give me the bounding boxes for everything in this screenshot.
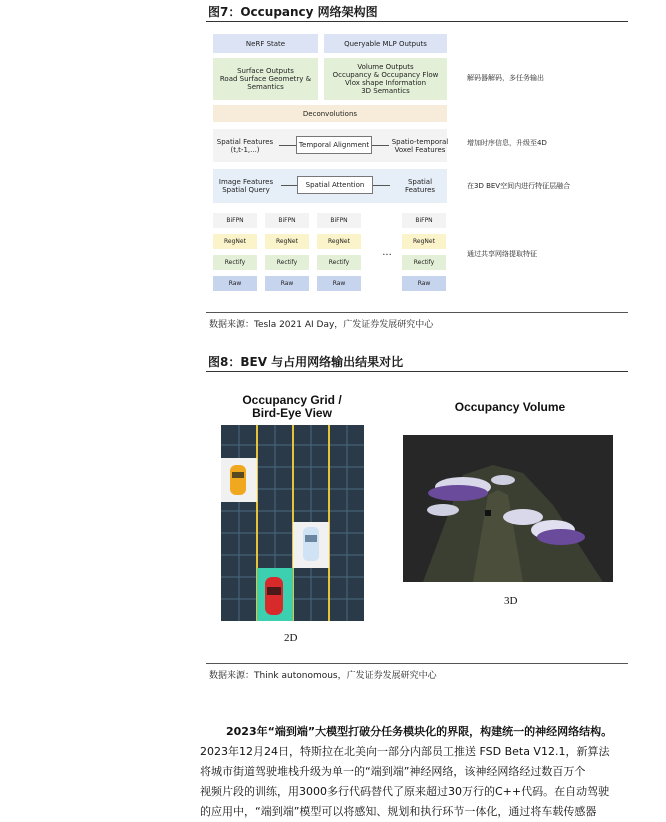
occupancy-volume-image xyxy=(403,435,613,582)
note-decoder: 解码器解码，多任务输出 xyxy=(467,74,544,82)
arrow-line xyxy=(279,145,296,146)
volume-outputs-box: Volume Outputs Occupancy & Occupancy Flow Vlox shape Information 3D Semantics xyxy=(324,58,447,100)
regnet-box: RegNet xyxy=(317,234,361,249)
figure-8-top-rule xyxy=(206,371,628,372)
body-paragraph-line-3: 将城市街道驾驶堆栈升级为单一的“端到端”神经网络，该神经网络经过数百万个 xyxy=(200,765,586,778)
queryable-mlp-box: Queryable MLP Outputs xyxy=(324,34,447,53)
raw-box: Raw xyxy=(317,276,361,291)
occupancy-architecture-diagram xyxy=(206,28,458,300)
figure-7-title: 图7：Occupancy 网络架构图 xyxy=(208,5,378,19)
ellipsis: ... xyxy=(382,246,392,258)
rectify-box: Rectify xyxy=(317,255,361,270)
arrow-line xyxy=(373,185,390,186)
note-backbone: 通过共享网络提取特征 xyxy=(467,250,537,258)
caption-2d: 2D xyxy=(284,632,298,644)
spatio-temporal-label: Spatio-temporal Voxel Features xyxy=(391,138,449,154)
note-fusion: 在3D BEV空间内进行特征层融合 xyxy=(467,182,571,190)
image-features-label: Image Features Spatial Query xyxy=(218,178,274,194)
backbone-columns xyxy=(213,213,453,298)
regnet-box: RegNet xyxy=(402,234,446,249)
bifpn-box: BiFPN xyxy=(317,213,361,228)
bev-grid-svg xyxy=(221,425,364,621)
bifpn-box: BiFPN xyxy=(265,213,309,228)
temporal-alignment-box: Temporal Alignment xyxy=(296,136,372,154)
arrow-line xyxy=(372,145,389,146)
spatial-attention-box: Spatial Attention xyxy=(297,176,373,194)
figure-7-top-rule xyxy=(206,21,628,22)
body-paragraph-line-2: 2023年12月24日，特斯拉在北美向一部分内部员工推送 FSD Beta V12.1，新算法 xyxy=(200,745,610,758)
regnet-box: RegNet xyxy=(213,234,257,249)
body-paragraph-line-4: 视频片段的训练，用3000多行代码替代了原来超过30万行的C++代码。在自动驾驶 xyxy=(200,785,610,798)
occupancy-grid-title: Occupancy Grid / Bird-Eye View xyxy=(242,393,342,420)
figure-8-source: 数据来源：Think autonomous，广发证券发展研究中心 xyxy=(209,671,437,681)
bifpn-box: BiFPN xyxy=(402,213,446,228)
raw-box: Raw xyxy=(402,276,446,291)
note-temporal: 增加时序信息，升级至4D xyxy=(467,139,547,147)
arrow-line xyxy=(281,185,297,186)
regnet-box: RegNet xyxy=(265,234,309,249)
spatial-features-out: Spatial Features xyxy=(404,178,436,194)
bev-grid-image xyxy=(221,425,364,621)
deconvolutions-box: Deconvolutions xyxy=(213,105,447,122)
bifpn-box: BiFPN xyxy=(213,213,257,228)
figure-7-bottom-rule xyxy=(206,312,628,313)
caption-3d: 3D xyxy=(504,595,518,607)
rectify-box: Rectify xyxy=(265,255,309,270)
occupancy-volume-svg xyxy=(403,435,613,582)
rectify-box: Rectify xyxy=(213,255,257,270)
raw-box: Raw xyxy=(265,276,309,291)
spatial-features-label: Spatial Features (t,t-1,...) xyxy=(216,138,274,154)
body-paragraph-line-1: 2023年“端到端”大模型打破分任务模块化的界限，构建统一的神经网络结构。 xyxy=(226,725,613,738)
figure-8-bottom-rule xyxy=(206,663,628,664)
surface-outputs-box: Surface Outputs Road Surface Geometry & Semantics xyxy=(213,58,318,100)
body-paragraph-line-5: 的应用中，“端到端”模型可以将感知、规划和执行环节一体化，通过将车载传感器 xyxy=(200,805,597,818)
occupancy-volume-title: Occupancy Volume xyxy=(454,400,566,414)
figure-7-source: 数据来源：Tesla 2021 AI Day，广发证券发展研究中心 xyxy=(209,320,434,330)
figure-8-title: 图8：BEV 与占用网络输出结果对比 xyxy=(208,355,404,369)
rectify-box: Rectify xyxy=(402,255,446,270)
nerf-state-box: NeRF State xyxy=(213,34,318,53)
raw-box: Raw xyxy=(213,276,257,291)
